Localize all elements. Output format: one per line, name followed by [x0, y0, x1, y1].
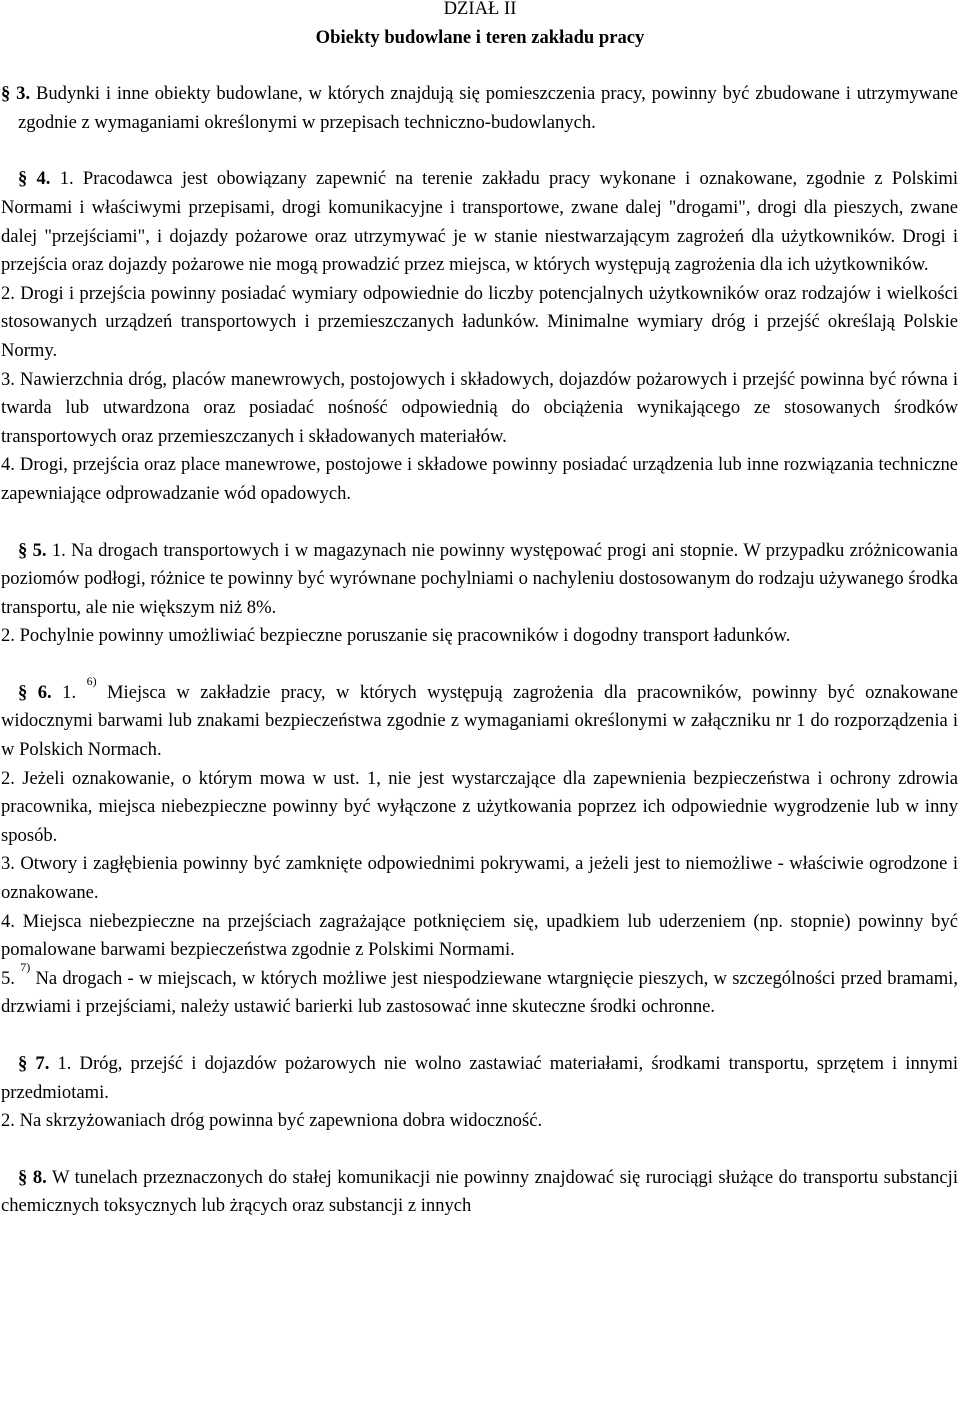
paragraph-number: § 3.: [1, 83, 31, 105]
paragraph-number: § 6.: [18, 681, 52, 703]
paragraph-7-item-1: [0, 1050, 960, 1107]
paragraph-number: § 5.: [18, 539, 47, 561]
paragraph-text: Na drogach - w miejscach, w których możliwe jest niespodziewane wtargnięcie pieszych, w szczególności przed bramami, drzwiami i przejściami, należy ustawić barierki lub zastosować inne skuteczne środki ochronne.: [1, 967, 958, 1018]
paragraph-text: 1. Pracodawca jest obowiązany zapewnić na terenie zakładu pracy wykonane i oznakowane, zgodnie z Polskimi Normami i właściwymi przepisami, drogi komunikacyjne i transportowe, zwane dalej "drogami", drogi dla pieszych, zwane dalej "przejściami", i dojazdy pożarowe oraz utrzymywać je w stanie niestwarzającym zagrożeń dla użytkowników. Drogi i przejścia oraz dojazdy pożarowe nie mogą prowadzić przez miejsca, w których występują zagrożenia dla ich użytkowników.: [1, 168, 958, 276]
paragraph-3: [0, 80, 960, 137]
paragraph-number: § 8.: [18, 1166, 47, 1188]
paragraph-6-item-4: 4. Miejsca niebezpieczne na przejściach zagrażające potknięciem się, upadkiem lub uderzeniem (np. stopnie) powinny być pomalowane barwami bezpieczeństwa zgodnie z Polskimi Normami.: [1, 910, 958, 961]
paragraph-6-item-5: [0, 959, 960, 1022]
paragraph-4-item-3: 3. Nawierzchnia dróg, placów manewrowych, postojowych i składowych, dojazdów pożarowych i przejść powinna być równa i twarda lub utwardzona oraz posiadać nośność odpowiednią do obciążenia wynikającego ze stosowanych środków transportowych oraz przemieszczanych i składowanych materiałów.: [1, 368, 958, 447]
paragraph-6-item-1: [0, 673, 960, 765]
paragraph-6-item-3: 3. Otwory i zagłębienia powinny być zamknięte odpowiednimi pokrywami, a jeżeli jest to niemożliwe - właściwie ogrodzone i oznakowane.: [1, 853, 958, 904]
item-prefix: 1.: [62, 681, 77, 703]
paragraph-8: [0, 1164, 960, 1221]
paragraph-text: Miejsca w zakładzie pracy, w których występują zagrożenia dla pracowników, powinny być oznakowane widocznymi barwami lub znakami bezpieczeństwa zgodnie z wymaganiami określonymi w załączniku nr 1 do rozporządzenia i w Polskich Normach.: [1, 681, 958, 761]
paragraph-6-item-2: 2. Jeżeli oznakowanie, o którym mowa w ust. 1, nie jest wystarczające dla zapewnienia bezpieczeństwa i ochrony zdrowia pracownika, miejsca niebezpieczne powinny być wyłączone z użytkowania poprzez ich odpowiednie wygrodzenie lub w inny sposób.: [1, 767, 958, 846]
paragraph-number: § 7.: [18, 1053, 50, 1074]
section-heading: [0, 0, 960, 52]
paragraph-7-item-2: 2. Na skrzyżowaniach dróg powinna być zapewniona dobra widoczność.: [1, 1110, 543, 1132]
paragraph-text: 1. Dróg, przejść i dojazdów pożarowych nie wolno zastawiać materiałami, środkami transportu, sprzętem i innymi przedmiotami.: [1, 1053, 958, 1103]
paragraph-text: W tunelach przeznaczonych do stałej komunikacji nie powinny znajdować się rurociągi służące do transportu substancji chemicznych toksycznych lub żrących oraz substancji z innych: [1, 1166, 959, 1217]
footnote-marker: 7): [20, 959, 31, 974]
item-prefix: 5.: [1, 967, 15, 989]
paragraph-4-item-2: 2. Drogi i przejścia powinny posiadać wymiary odpowiednie do liczby potencjalnych użytkowników oraz rodzajów i wielkości stosowanych urządzeń transportowych i przemieszczanych ładunków. Minimalne wymiary dróg i przejść określają Polskie Normy.: [1, 282, 958, 361]
paragraph-4-item-1: [0, 165, 960, 279]
paragraph-4-item-4: 4. Drogi, przejścia oraz place manewrowe, postojowe i składowe powinny posiadać urządzenia lub inne rozwiązania techniczne zapewniające odprowadzanie wód opadowych.: [1, 454, 958, 504]
paragraph-text: Budynki i inne obiekty budowlane, w których znajdują się pomieszczenia pracy, powinny być zbudowane i utrzymywane zgodnie z wymaganiami określonymi w przepisach techniczno-budowlanych.: [18, 83, 959, 133]
paragraph-5-item-2: 2. Pochylnie powinny umożliwiać bezpieczne poruszanie się pracowników i dogodny transport ładunków.: [1, 625, 791, 647]
paragraph-text: 1. Na drogach transportowych i w magazynach nie powinny występować progi ani stopnie. W przypadku zróżnicowania poziomów podłogi, różnice te powinny być wyrównane pochylniami o nachyleniu dostosowanym do rodzaju używanego środka transportu, ale nie większym niż 8%.: [1, 539, 958, 618]
paragraph-number: § 4.: [18, 168, 51, 190]
section-number: DZIAŁ II: [443, 0, 517, 19]
footnote-marker: 6): [86, 673, 97, 688]
section-title: Obiekty budowlane i teren zakładu pracy: [315, 26, 645, 48]
paragraph-5-item-1: [0, 537, 960, 623]
